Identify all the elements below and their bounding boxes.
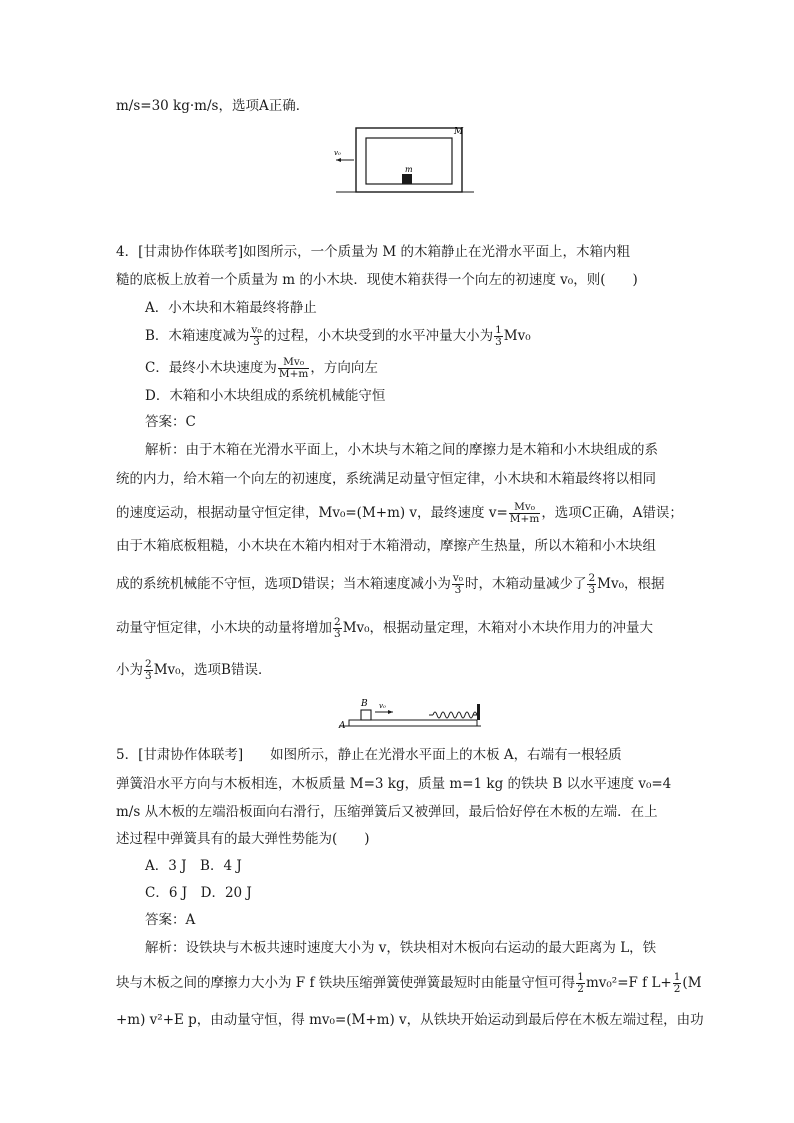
q4-option-b: B．木箱速度减为 $\frac{\text{v₀}}{3}$ 的过程，小木块受到的水平冲量大小为 $\frac{1}{3}$ Mv₀	[145, 324, 531, 348]
q5-explanation-line1: 解析：设铁块与木板共速时速度大小为 v，铁块相对木板向右运动的最大距离为 L，铁	[145, 940, 657, 956]
q4-option-d: D．木箱和小木块组成的系统机械能守恒	[145, 388, 386, 404]
q4-option-a: A．小木块和木箱最终将静止	[145, 300, 317, 316]
q5-stem-line1: 5．[甘肃协作体联考] 如图所示，静止在光滑水平面上的木板 A，右端有一根轻质	[116, 747, 622, 763]
q4-stem-line2: 糙的底板上放着一个质量为 m 的小木块．现使木箱获得一个向左的初速度 v₀，则( )	[116, 272, 638, 288]
fig2-label-v0: v₀	[379, 702, 386, 710]
fig2-label-B: B	[361, 699, 368, 709]
q4-explanation-line1: 解析：由于木箱在光滑水平面上，小木块与木箱之间的摩擦力是木箱和小木块组成的系	[145, 442, 658, 458]
figure-board-spring	[335, 694, 485, 732]
q5-stem-line2: 弹簧沿水平方向与木板相连，木板质量 M=3 kg，质量 m=1 kg 的铁块 B 以水平速度 v₀=4	[116, 776, 672, 792]
fig2-label-A: A	[339, 721, 346, 731]
q5-answer: 答案：A	[145, 912, 196, 928]
q5-options-cd: C．6 J D．20 J	[145, 885, 252, 901]
fig1-label-v0: v₀	[334, 149, 341, 157]
q4-explanation-line3: 的速度运动，根据动量守恒定律，Mv₀=(M+m) v，最终速度 v= $\frac{\text{Mv₀}}{M+m}$ ，选项C正确，A错误；	[116, 501, 683, 525]
q5-explanation-line3: +m) v²+E p，由动量守恒，得 mv₀=(M+m) v，从铁块开始运动到最后停在木板左端过程，由功	[116, 1012, 704, 1028]
q5-options-ab: A．3 J B．4 J	[145, 858, 242, 874]
q5-stem-line4: 述过程中弹簧具有的最大弹性势能为( )	[116, 831, 370, 847]
q4-explanation-line5: 成的系统机械能不守恒，选项D错误；当木箱速度减小为 $\frac{\text{v₀}}{3}$ 时，木箱动量减少了 $\frac{2}{3}$ Mv₀，根据	[116, 572, 665, 596]
q5-stem-line3: m/s 从木板的左端沿板面向右滑行，压缩弹簧后又被弹回，最后恰好停在木板的左端．在上	[116, 804, 658, 820]
q4-answer: 答案：C	[145, 414, 196, 430]
continued-solution-line: m/s=30 kg·m/s，选项A正确．	[116, 98, 310, 114]
fig1-label-M: M	[454, 127, 464, 137]
q4-explanation-line6: 动量守恒定律，小木块的动量将增加 $\frac{2}{3}$ Mv₀，根据动量定理，木箱对小木块作用力的冲量大	[116, 616, 654, 640]
q4-explanation-line2: 统的内力，给木箱一个向左的初速度，系统满足动量守恒定律，小木块和木箱最终将以相同	[116, 471, 656, 487]
q4-explanation-line7: 小为 $\frac{2}{3}$ Mv₀，选项B错误．	[116, 658, 272, 682]
figure-box-on-floor	[330, 118, 480, 200]
fig1-label-m: m	[405, 165, 413, 174]
q4-stem-line1: 4．[甘肃协作体联考]如图所示，一个质量为 M 的木箱静止在光滑水平面上，木箱内粗	[116, 244, 631, 260]
q4-explanation-line4: 由于木箱底板粗糙，小木块在木箱内相对于木箱滑动，摩擦产生热量，所以木箱和小木块组	[116, 538, 656, 554]
q5-explanation-line2: 块与木板之间的摩擦力大小为 F f 铁块压缩弹簧使弹簧最短时由能量守恒可得 $\frac{1}{2}$ mv₀²=F f L+ $\frac{1}{2}$ (M	[116, 971, 702, 995]
q4-option-c: C．最终小木块速度为 $\frac{\text{Mv₀}}{M+m}$ ，方向向左	[145, 356, 378, 380]
